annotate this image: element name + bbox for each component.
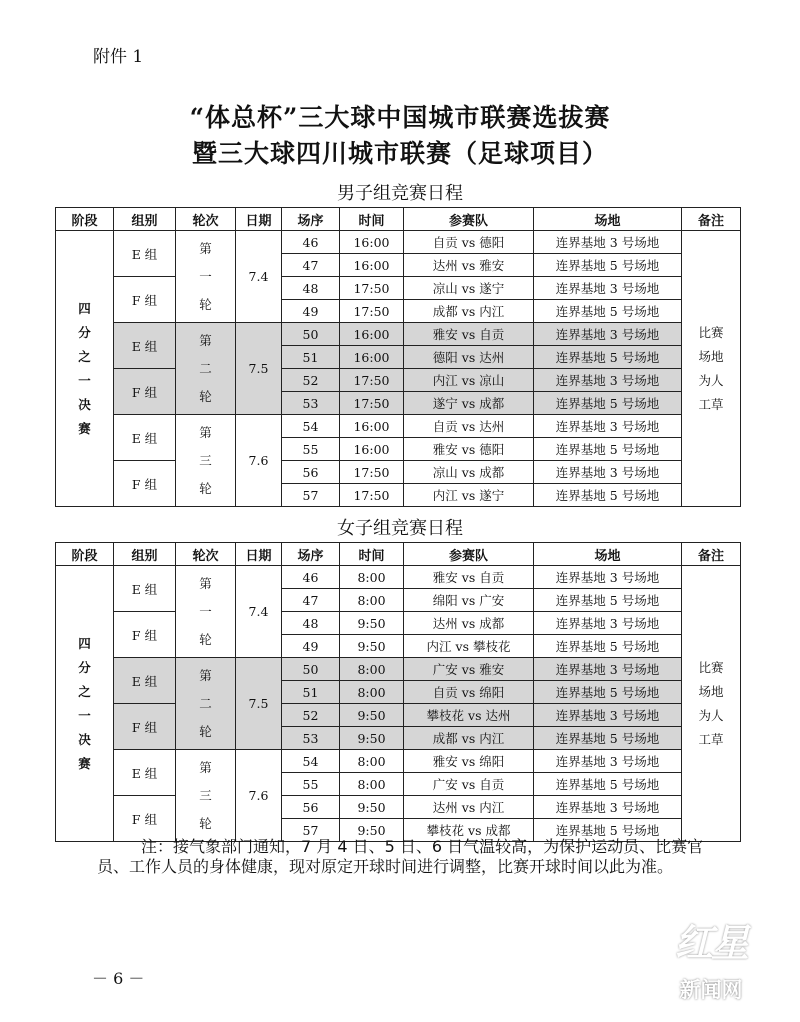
teams-cell: 雅安 vs 自贡 xyxy=(404,323,534,346)
match-no-cell: 46 xyxy=(282,566,340,589)
venue-cell: 连界基地 3 号场地 xyxy=(534,796,682,819)
stage-cell: 四 分 之 一 决 赛 xyxy=(56,231,114,507)
table-row xyxy=(56,612,741,635)
header-cell: 备注 xyxy=(682,208,741,231)
match-no-cell: 57 xyxy=(282,819,340,842)
group-cell: E 组 xyxy=(114,231,176,277)
table-row xyxy=(56,231,741,254)
page-title-line2: 暨三大球四川城市联赛（足球项目） xyxy=(191,139,608,168)
date-cell: 7.4 xyxy=(236,231,282,323)
header-cell: 场地 xyxy=(534,543,682,566)
venue-cell: 连界基地 5 号场地 xyxy=(534,819,682,842)
match-no-cell: 49 xyxy=(282,635,340,658)
date-cell: 7.5 xyxy=(236,323,282,415)
date-cell: 7.5 xyxy=(236,658,282,750)
time-cell: 9:50 xyxy=(340,796,404,819)
match-no-cell: 50 xyxy=(282,658,340,681)
teams-cell: 雅安 vs 自贡 xyxy=(404,566,534,589)
time-cell: 17:50 xyxy=(340,300,404,323)
table-row xyxy=(56,415,741,438)
venue-cell: 连界基地 5 号场地 xyxy=(534,254,682,277)
match-no-cell: 53 xyxy=(282,392,340,415)
time-cell: 9:50 xyxy=(340,704,404,727)
teams-cell: 广安 vs 自贡 xyxy=(404,773,534,796)
group-cell: F 组 xyxy=(114,612,176,658)
venue-cell: 连界基地 5 号场地 xyxy=(534,589,682,612)
teams-cell: 自贡 vs 绵阳 xyxy=(404,681,534,704)
teams-cell: 内江 vs 凉山 xyxy=(404,369,534,392)
remark-cell: 比赛 场地 为人 工草 xyxy=(682,231,741,507)
match-no-cell: 55 xyxy=(282,438,340,461)
header-cell: 日期 xyxy=(236,543,282,566)
watermark-logo xyxy=(662,912,760,1006)
group-cell: F 组 xyxy=(114,704,176,750)
attachment-label: 附件 1 xyxy=(93,47,144,67)
page-title: “体总杯”三大球中国城市联赛选拔赛 xyxy=(189,103,611,132)
teams-cell: 内江 vs 遂宁 xyxy=(404,484,534,507)
time-cell: 17:50 xyxy=(340,369,404,392)
teams-cell: 自贡 vs 德阳 xyxy=(404,231,534,254)
time-cell: 8:00 xyxy=(340,773,404,796)
match-no-cell: 56 xyxy=(282,461,340,484)
venue-cell: 连界基地 3 号场地 xyxy=(534,566,682,589)
venue-cell: 连界基地 3 号场地 xyxy=(534,415,682,438)
match-no-cell: 48 xyxy=(282,277,340,300)
match-no-cell: 49 xyxy=(282,300,340,323)
teams-cell: 广安 vs 雅安 xyxy=(404,658,534,681)
round-cell: 第 一 轮 xyxy=(176,566,236,658)
match-no-cell: 47 xyxy=(282,254,340,277)
group-cell: F 组 xyxy=(114,461,176,507)
match-no-cell: 56 xyxy=(282,796,340,819)
time-cell: 17:50 xyxy=(340,461,404,484)
date-cell: 7.4 xyxy=(236,566,282,658)
group-cell: E 组 xyxy=(114,658,176,704)
teams-cell: 自贡 vs 达州 xyxy=(404,415,534,438)
round-cell: 第 二 轮 xyxy=(176,658,236,750)
header-cell: 阶段 xyxy=(56,208,114,231)
match-no-cell: 51 xyxy=(282,346,340,369)
venue-cell: 连界基地 5 号场地 xyxy=(534,300,682,323)
time-cell: 16:00 xyxy=(340,415,404,438)
table-row xyxy=(56,704,741,727)
match-no-cell: 48 xyxy=(282,612,340,635)
time-cell: 8:00 xyxy=(340,681,404,704)
round-cell: 第 三 轮 xyxy=(176,415,236,507)
teams-cell: 德阳 vs 达州 xyxy=(404,346,534,369)
venue-cell: 连界基地 3 号场地 xyxy=(534,750,682,773)
time-cell: 16:00 xyxy=(340,438,404,461)
logo-top-text: 红星 xyxy=(674,920,747,965)
venue-cell: 连界基地 5 号场地 xyxy=(534,681,682,704)
time-cell: 9:50 xyxy=(340,727,404,750)
header-cell: 日期 xyxy=(236,208,282,231)
venue-cell: 连界基地 3 号场地 xyxy=(534,323,682,346)
time-cell: 16:00 xyxy=(340,323,404,346)
match-no-cell: 55 xyxy=(282,773,340,796)
teams-cell: 绵阳 vs 广安 xyxy=(404,589,534,612)
time-cell: 17:50 xyxy=(340,392,404,415)
page-number: － 6 － xyxy=(92,969,145,988)
venue-cell: 连界基地 5 号场地 xyxy=(534,635,682,658)
teams-cell: 达州 vs 雅安 xyxy=(404,254,534,277)
group-cell: E 组 xyxy=(114,566,176,612)
match-no-cell: 54 xyxy=(282,415,340,438)
teams-cell: 凉山 vs 成都 xyxy=(404,461,534,484)
venue-cell: 连界基地 3 号场地 xyxy=(534,461,682,484)
time-cell: 9:50 xyxy=(340,612,404,635)
remark-cell: 比赛 场地 为人 工草 xyxy=(682,566,741,842)
venue-cell: 连界基地 3 号场地 xyxy=(534,231,682,254)
table-row xyxy=(56,566,741,589)
teams-cell: 凉山 vs 遂宁 xyxy=(404,277,534,300)
header-cell: 组别 xyxy=(114,208,176,231)
table-row xyxy=(56,277,741,300)
time-cell: 8:00 xyxy=(340,589,404,612)
table-row xyxy=(56,750,741,773)
time-cell: 16:00 xyxy=(340,254,404,277)
venue-cell: 连界基地 3 号场地 xyxy=(534,704,682,727)
venue-cell: 连界基地 5 号场地 xyxy=(534,438,682,461)
table-row xyxy=(56,369,741,392)
header-cell: 轮次 xyxy=(176,208,236,231)
women-schedule-table xyxy=(55,542,741,842)
venue-cell: 连界基地 3 号场地 xyxy=(534,612,682,635)
logo-bottom-text: 新闻网 xyxy=(679,977,743,1002)
table-row xyxy=(56,461,741,484)
stage-cell: 四 分 之 一 决 赛 xyxy=(56,566,114,842)
match-no-cell: 46 xyxy=(282,231,340,254)
men-schedule-title: 男子组竞赛日程 xyxy=(337,183,463,204)
time-cell: 16:00 xyxy=(340,346,404,369)
match-no-cell: 52 xyxy=(282,369,340,392)
teams-cell: 雅安 vs 德阳 xyxy=(404,438,534,461)
header-cell: 备注 xyxy=(682,543,741,566)
venue-cell: 连界基地 5 号场地 xyxy=(534,392,682,415)
men-schedule-table xyxy=(55,207,741,507)
date-cell: 7.6 xyxy=(236,750,282,842)
venue-cell: 连界基地 3 号场地 xyxy=(534,369,682,392)
round-cell: 第 三 轮 xyxy=(176,750,236,842)
header-cell: 参赛队 xyxy=(404,208,534,231)
time-cell: 8:00 xyxy=(340,750,404,773)
time-cell: 9:50 xyxy=(340,819,404,842)
header-cell: 参赛队 xyxy=(404,543,534,566)
teams-cell: 成都 vs 内江 xyxy=(404,300,534,323)
teams-cell: 遂宁 vs 成都 xyxy=(404,392,534,415)
venue-cell: 连界基地 5 号场地 xyxy=(534,346,682,369)
group-cell: F 组 xyxy=(114,796,176,842)
match-no-cell: 52 xyxy=(282,704,340,727)
venue-cell: 连界基地 3 号场地 xyxy=(534,277,682,300)
header-cell: 轮次 xyxy=(176,543,236,566)
header-cell: 时间 xyxy=(340,543,404,566)
table-row xyxy=(56,658,741,681)
match-no-cell: 57 xyxy=(282,484,340,507)
time-cell: 8:00 xyxy=(340,658,404,681)
match-no-cell: 50 xyxy=(282,323,340,346)
time-cell: 17:50 xyxy=(340,277,404,300)
time-cell: 16:00 xyxy=(340,231,404,254)
teams-cell: 成都 vs 内江 xyxy=(404,727,534,750)
match-no-cell: 53 xyxy=(282,727,340,750)
header-cell: 组别 xyxy=(114,543,176,566)
group-cell: E 组 xyxy=(114,750,176,796)
teams-cell: 攀枝花 vs 成都 xyxy=(404,819,534,842)
time-cell: 9:50 xyxy=(340,635,404,658)
header-cell: 场序 xyxy=(282,208,340,231)
venue-cell: 连界基地 3 号场地 xyxy=(534,658,682,681)
group-cell: F 组 xyxy=(114,277,176,323)
table-row xyxy=(56,323,741,346)
venue-cell: 连界基地 5 号场地 xyxy=(534,484,682,507)
time-cell: 17:50 xyxy=(340,484,404,507)
time-cell: 8:00 xyxy=(340,566,404,589)
note-body: 注：接气象部门通知，7 月 4 日、5 日、6 日气温较高，为保护运动员、比赛官员、工作人员的身体健康，现对原定开球时间进行调整，比赛开球时间以此为准。 xyxy=(97,837,704,876)
date-cell: 7.6 xyxy=(236,415,282,507)
header-cell: 场序 xyxy=(282,543,340,566)
women-schedule-title: 女子组竞赛日程 xyxy=(337,518,463,539)
teams-cell: 达州 vs 内江 xyxy=(404,796,534,819)
note-text xyxy=(97,837,707,877)
round-cell: 第 一 轮 xyxy=(176,231,236,323)
teams-cell: 攀枝花 vs 达州 xyxy=(404,704,534,727)
group-cell: E 组 xyxy=(114,323,176,369)
header-cell: 时间 xyxy=(340,208,404,231)
match-no-cell: 51 xyxy=(282,681,340,704)
teams-cell: 内江 vs 攀枝花 xyxy=(404,635,534,658)
group-cell: F 组 xyxy=(114,369,176,415)
match-no-cell: 54 xyxy=(282,750,340,773)
header-cell: 阶段 xyxy=(56,543,114,566)
teams-cell: 达州 vs 成都 xyxy=(404,612,534,635)
venue-cell: 连界基地 5 号场地 xyxy=(534,773,682,796)
table-row xyxy=(56,796,741,819)
match-no-cell: 47 xyxy=(282,589,340,612)
venue-cell: 连界基地 5 号场地 xyxy=(534,727,682,750)
round-cell: 第 二 轮 xyxy=(176,323,236,415)
group-cell: E 组 xyxy=(114,415,176,461)
header-cell: 场地 xyxy=(534,208,682,231)
teams-cell: 雅安 vs 绵阳 xyxy=(404,750,534,773)
